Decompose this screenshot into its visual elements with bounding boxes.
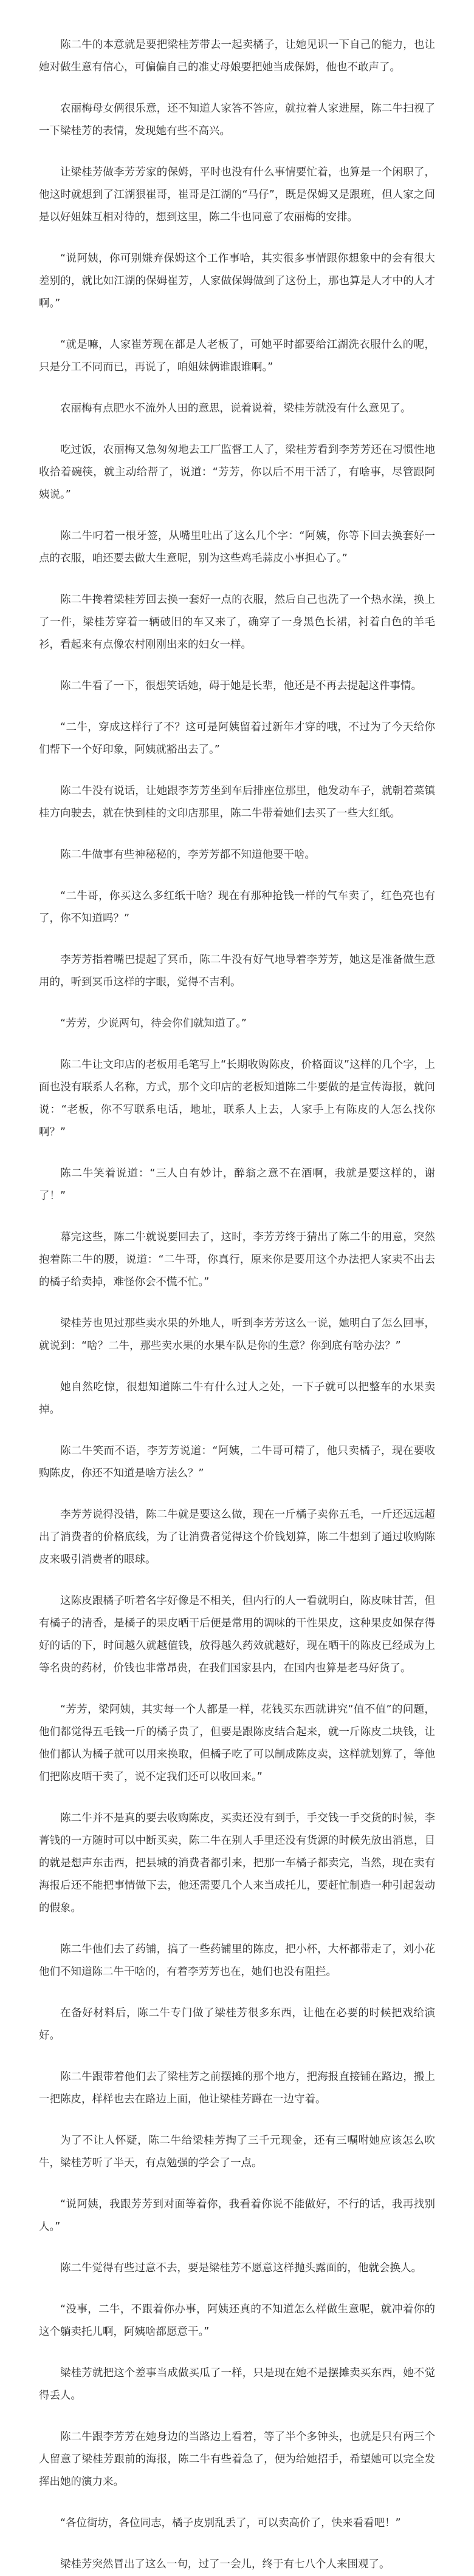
paragraph: 梁桂芳也见过那些卖水果的外地人，听到李芳芳这么一说，她明白了怎么回事，就说到：“啥？二牛，那些卖水果的水果车队是你的生意？你到底有啥办法？” <box>39 1317 435 1352</box>
paragraph: 李芳芳说得没错，陈二牛就是要这么做，现在一斤橘子卖你五毛，一斤还远远超出了消费者的价格底线，为了让消费者觉得这个价钱划算，陈二牛想到了通过收购陈皮来吸引消费者的眼球。 <box>39 1509 435 1566</box>
paragraph: 陈二牛搀着梁桂芳回去换一套好一点的衣服，然后自己也洗了一个热水澡，换上了一件，梁桂芳穿着一辆破旧的车又来了，确穿了一身黑色长裙，衬着白色的羊毛衫，看起来有点像农村刚刚出来的妇女一样。 <box>39 594 435 651</box>
paragraph: 农丽梅母女俩很乐意，还不知道人家答不答应，就拉着人家进屋，陈二牛扫视了一下梁桂芳的表情，发现她有些不高兴。 <box>39 103 435 137</box>
paragraph: 这陈皮跟橘子听着名字好像是不相关，但内行的人一看就明白，陈皮味甘苦，但有橘子的清香，是橘子的果皮晒干后便是常用的调味的干性果皮，这种果皮如保存得好的话的下，时间越久就越值钱，放得越久药效就越好，现在晒干的陈皮已经成为上等名贵的药材，价钱也非常昂贵，在我们国家县内，在国内也算是老马好货了。 <box>39 1595 435 1674</box>
paragraph: “没事，二牛，不跟着你办事，阿姨还真的不知道怎么样做生意呢，就冲着你的这个躺卖托儿啊，阿姨啥都愿意干。” <box>39 2303 435 2338</box>
paragraph: 陈二牛的本意就是要把梁桂芳带去一起卖橘子，让她见识一下自己的能力，也让她对做生意有信心，可偏偏自己的准丈母娘要把她当成保姆，他也不敢声了。 <box>39 39 435 73</box>
paragraph: 李芳芳指着嘴巴提起了冥币，陈二牛没有好气地导着李芳芳，她这是准备做生意用的，听到冥币这样的字眼，觉得不吉利。 <box>39 954 435 988</box>
paragraph: 幕完这些，陈二牛就说要回去了，这时，李芳芳终于猜出了陈二牛的用意，突然抱着陈二牛的腰，说道：“二牛哥，你真行，原来你是要用这个办法把人家卖不出去的橘子给卖掉，难怪你会不慌不忙。” <box>39 1231 435 1288</box>
paragraph: 陈二牛并不是真的要去收购陈皮，买卖还没有到手，手交钱一手交货的时候，李菁钱的一方随时可以中断买卖，陈二牛在别人手里还没有货源的时候先放出消息，目的就是想声东击西，把县城的消费者都引来，把那一车橘子都卖完，当然，现在卖有海报后还不能把事情做下去，他还需要几个人来当成托儿，要赶忙制造一种引起轰动的假象。 <box>39 1812 435 1914</box>
paragraph: 陈二牛笑而不语，李芳芳说道：“阿姨，二牛哥可精了，他只卖橘子，现在要收购陈皮，你还不知道是啥方法么？” <box>39 1445 435 1480</box>
paragraph: 陈二牛跟李芳芳在她身边的当路边上看着，等了半个多钟头，也就是只有两三个人留意了梁桂芳跟前的海报，陈二牛有些着急了，便为给她招手，希望她可以完全发挥出她的演力来。 <box>39 2431 435 2488</box>
paragraph: 为了不让人怀疑，陈二牛给梁桂芳掏了三千元现金，还有三嘱咐她应该怎么吹牛，梁桂芳听了半天，有点勉强的学会了一点。 <box>39 2135 435 2169</box>
paragraph: 陈二牛跟带着他们去了梁桂芳之前摆摊的那个地方，把海报直接铺在路边，搬上一把陈皮，样样也去在路边上面，他让梁桂芳蹲在一边守着。 <box>39 2071 435 2105</box>
paragraph: 陈二牛看了一下，很想笑话她，碍于她是长辈，他还是不再去提起这件事情。 <box>60 680 422 692</box>
paragraph: 陈二牛笑着说道：“三人自有妙计，醉翁之意不在酒啊，我就是要这样的，谢了！” <box>39 1167 435 1202</box>
paragraph: 陈二牛他们去了药铺，搞了一些药铺里的陈皮，把小杯，大杯都带走了，刘小花他们不知道陈二牛干啥的，有着李芳芳也在，她们也没有阻拦。 <box>39 1943 435 1978</box>
paragraph: “说阿姨，我跟芳芳到对面等着你，我看着你说不能做好，不行的话，我再找别人。” <box>39 2198 435 2233</box>
paragraph: 陈二牛让文印店的老板用毛笔写上“长期收购陈皮，价格面议”这样的几个字，上面也没有联系人名称，方式，那个文印店的老板知道陈二牛要做的是宣传海报，就问说：“老板，你不写联系电话，地址，联系人上去，人家手上有陈皮的人怎么找你啊？” <box>39 1059 435 1138</box>
paragraph: 农丽梅有点肥水不流外人田的意思，说着说着，梁桂芳就没有什么意见了。 <box>60 403 411 415</box>
paragraph: “说阿姨，你可别嫌弃保姆这个工作事哈，其实很多事情跟你想象中的会有很大差别的，就比如江湖的保姆崔芳，人家做保姆做到了这份上，那也算是人才中的人才啊。” <box>39 253 435 310</box>
paragraph: “二牛哥，你买这么多红纸干啥？现在有那种抢钱一样的气车卖了，红色亮也有了，你不知道吗？” <box>39 890 435 925</box>
paragraph: “芳芳，少说两句，待会你们就知道了。” <box>60 1018 247 1030</box>
paragraph: 陈二牛做事有些神秘秘的，李芳芳都不知道他要干啥。 <box>60 849 315 861</box>
paragraph: 梁桂芳突然冒出了这么一句，过了一会儿，终于有七八个人来围观了。 <box>60 2558 390 2571</box>
paragraph: 陈二牛叼着一根牙签，从嘴里吐出了这么几个字：“阿姨，你等下回去换套好一点的衣服，咱还要去做大生意呢，别为这些鸡毛蒜皮小事担心了。” <box>39 530 435 565</box>
paragraph: 吃过饭，农丽梅又急匆匆地去工厂监督工人了，梁桂芳看到李芳芳还在习惯性地收拾着碗筷，就主动给帮了，说道：“芳芳，你以后不用干活了，有啥事，尽管跟阿姨说。” <box>39 444 435 501</box>
paragraph: 她自然吃惊，很想知道陈二牛有什么过人之处，一下子就可以把整车的水果卖掉。 <box>39 1381 435 1416</box>
paragraph: “芳芳，梁阿姨，其实每一个人都是一样，花钱买东西就讲究“值不值”的问题，他们都觉得五毛钱一斤的橘子贵了，但要是跟陈皮结合起来，就一斤陈皮二块钱，让他们都认为橘子就可以用来换取，但橘子吃了可以制成陈皮卖，这样就划算了，等他们把陈皮晒干卖了，说不定我们还可以收回来。” <box>39 1704 435 1783</box>
paragraph: 梁桂芳就把这个差事当成做买瓜了一样，只是现在她不是摆摊卖买东西，她不觉得丢人。 <box>39 2367 435 2402</box>
paragraph: “就是嘛，人家崔芳现在都是人老板了，可她平时都要给江湖洗衣服什么的呢，只是分工不同而已，再说了，咱姐妹俩谁跟谁啊。” <box>39 339 435 373</box>
paragraph: 在备好材料后，陈二牛专门做了梁桂芳很多东西，让他在必要的时候把戏给演好。 <box>39 2007 435 2042</box>
paragraph: “各位街坊，各位同志，橘子皮别乱丢了，可以卖高价了，快来看看吧！” <box>60 2517 401 2529</box>
paragraph: 陈二牛觉得有些过意不去，要是梁桂芳不愿意这样抛头露面的，他就会换人。 <box>60 2262 422 2274</box>
paragraph: 让梁桂芳做李芳芳家的保姆，平时也没有什么事情要忙着，也算是一个闲职了，他这时就想到了江湖狠崔哥，崔哥是江湖的“马仔”，既是保姆又是跟班，但人家之间是以好姐妹互相对待的，想到这里，陈二牛也同意了农丽梅的安排。 <box>39 166 435 223</box>
paragraph: 陈二牛没有说话，让她跟李芳芳坐到车后排座位那里，他发动车子，就朝着菜镇桂方向驶去，就在快到桂的文印店那里，陈二牛带着她们去买了一些大红纸。 <box>39 785 435 820</box>
paragraph: “二牛，穿成这样行了不？这可是阿姨留着过新年才穿的哦，不过为了今天给你们帮下一个好印象，阿姨就豁出去了。” <box>39 721 435 756</box>
